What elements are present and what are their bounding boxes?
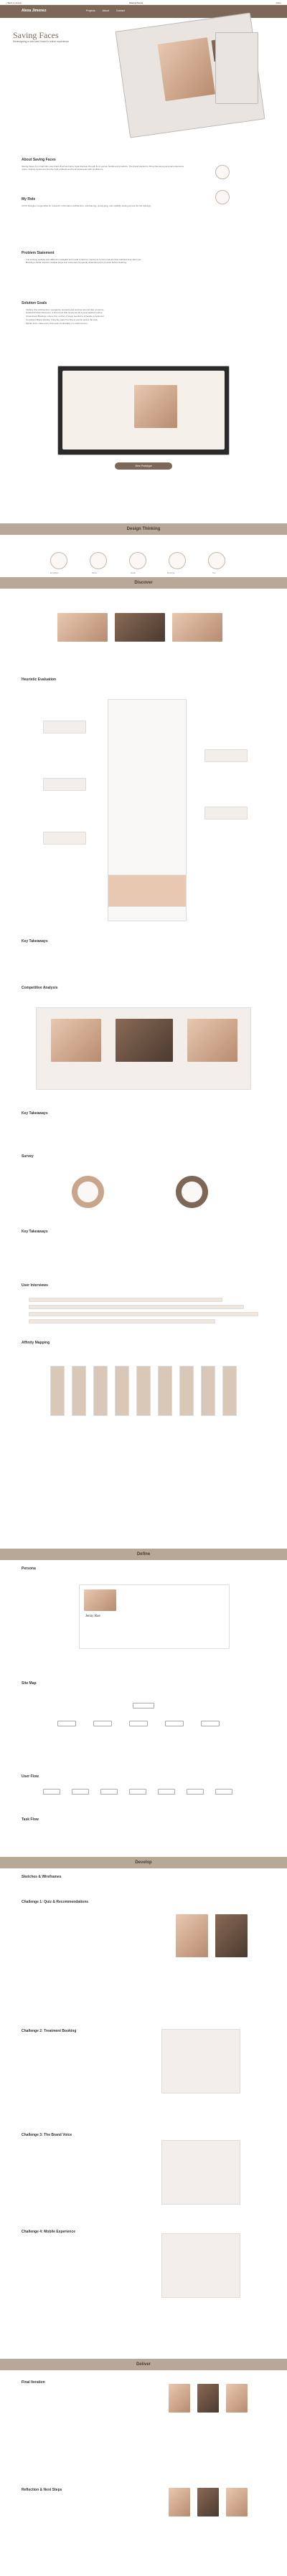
challenge-heading: Challenge 2: Treatment Booking	[22, 2029, 77, 2033]
persona-section	[22, 1567, 187, 1574]
role-heading: My Role	[22, 197, 36, 201]
competitor-photo	[187, 1019, 237, 1062]
solution-bullet: Mobile First: make every flow work comfortably on small screens.	[26, 321, 88, 325]
solution-bullet: Streamlined Booking: reduce the number of steps needed to schedule a treatment.	[26, 315, 105, 318]
solution-bullet: Guided Product Discovery: a short quiz that recommends a personalized routine.	[26, 311, 103, 315]
affinity-column	[222, 1366, 237, 1416]
role-icon	[215, 165, 230, 179]
taskflow-section	[22, 1817, 187, 1825]
challenge-3-mockup	[161, 2140, 240, 2205]
step-icon	[208, 552, 225, 569]
problem-heading: Problem Statement	[22, 251, 55, 255]
sitemap-node	[165, 1721, 184, 1726]
section-bar-discover	[0, 577, 287, 589]
flow-node	[187, 1789, 204, 1795]
nav-link-about[interactable]: About	[102, 9, 109, 12]
hero-mockup-photo	[158, 37, 215, 101]
affinity-column	[179, 1366, 194, 1416]
challenge-4	[22, 2230, 129, 2237]
challenge-heading: Challenge 3: The Brand Voice	[22, 2133, 72, 2137]
section-title: Develop	[135, 1860, 152, 1865]
takeaways-heading: Key Takeaways	[22, 939, 48, 944]
persona-name: Jenny Rae	[85, 1615, 100, 1618]
problem-bullet: Booking a facial required multiple steps and customers frequently abandoned the process before finishing.	[26, 261, 127, 265]
affinity-column	[136, 1366, 151, 1416]
section-bar-deliver	[0, 2359, 287, 2370]
affinity-column	[158, 1366, 172, 1416]
heuristic-note	[43, 721, 86, 733]
section-title: Discover	[134, 581, 153, 585]
sitemap-heading: Site Map	[22, 1681, 37, 1686]
role-text: UX/UI Designer responsible for research, information architecture, wireframing, prototyping, and usability testing across the full redesign.	[22, 204, 152, 207]
survey-donut	[72, 1176, 104, 1208]
survey-heading: Survey	[22, 1154, 34, 1159]
challenge-3	[22, 2133, 129, 2140]
nav-link-contact[interactable]: Contact	[116, 9, 125, 12]
solution-bullet: Intuitive Site Architecture: reorganize products and services around skin concerns.	[26, 308, 105, 311]
affinity-column	[115, 1366, 129, 1416]
flow-node	[158, 1789, 175, 1795]
flow-node	[215, 1789, 232, 1795]
key-takeaways-3	[22, 1230, 187, 1237]
challenge-heading: Challenge 4: Mobile Experience	[22, 2230, 76, 2234]
sitemap-node	[93, 1721, 112, 1726]
taskflow-heading: Task Flow	[22, 1817, 39, 1822]
laptop-screen-photo	[134, 385, 177, 428]
solution-heading: Solution Goals	[22, 301, 47, 305]
step-icon	[90, 552, 107, 569]
heuristic-highlight	[108, 875, 187, 907]
competitor-photo	[116, 1019, 173, 1062]
interview-photo	[115, 613, 165, 642]
laptop-mockup	[57, 366, 230, 455]
quote-row	[29, 1298, 222, 1302]
final-heading: Final Iteration	[22, 2380, 45, 2385]
section-title: Define	[136, 1552, 151, 1556]
step-icon	[129, 552, 146, 569]
competitor-board	[36, 1007, 251, 1090]
step-label: Define	[92, 572, 98, 574]
sitemap-node	[57, 1721, 76, 1726]
flow-node	[100, 1789, 118, 1795]
sketches-heading: Sketches & Wireframes	[22, 1875, 62, 1879]
interview-photo	[57, 613, 108, 642]
userflow-heading: User Flow	[22, 1774, 39, 1779]
final-iteration	[22, 2380, 129, 2387]
section-title: Deliver	[136, 2362, 151, 2367]
key-takeaways-1	[22, 939, 187, 946]
section-bar-design-thinking	[0, 523, 287, 535]
competitive-heading: Competitive Analysis	[22, 986, 58, 990]
heuristic-heading: Heuristic Evaluation	[22, 678, 57, 682]
affinity-column	[201, 1366, 215, 1416]
userflow-section	[22, 1774, 187, 1782]
hero-title: Saving Faces	[13, 30, 59, 40]
sitemap-section	[22, 1681, 187, 1688]
key-takeaways-2	[22, 1111, 187, 1118]
takeaways-heading: Key Takeaways	[22, 1230, 48, 1234]
step-icon	[169, 552, 186, 569]
nav-link-projects[interactable]: Projects	[86, 9, 95, 12]
about-heading: About Saving Faces	[22, 158, 56, 162]
section-bar-define	[0, 1549, 287, 1560]
step-label: Ideate	[131, 572, 136, 574]
affinity-column	[72, 1366, 86, 1416]
topbar-title: Saving Faces	[129, 1, 144, 4]
problem-bullet: The existing website was difficult to navigate and made it hard for customers to find products that matched their skin type.	[26, 257, 142, 261]
role-section	[22, 197, 187, 207]
problem-section	[22, 251, 251, 265]
laptop-screen	[62, 371, 225, 450]
survey-donut	[176, 1176, 208, 1208]
reflection	[22, 2488, 129, 2495]
view-prototype-button[interactable]: View Prototype	[115, 462, 172, 470]
challenge-1-mockup	[176, 1914, 208, 1957]
final-screen	[169, 2384, 190, 2413]
competitor-photo	[51, 1019, 101, 1062]
challenge-2	[22, 2029, 129, 2036]
brand-logo[interactable]: Alexa Jimenez	[22, 9, 47, 13]
affinity-heading: Affinity Mapping	[22, 1341, 50, 1345]
sitemap-node	[129, 1721, 148, 1726]
step-label: Test	[212, 572, 216, 574]
affinity-column	[50, 1366, 65, 1416]
competitive-section	[22, 986, 187, 993]
challenge-heading: Challenge 1: Quiz & Recommendations	[22, 1900, 89, 1904]
tools-icon	[215, 190, 230, 204]
hero-subtitle: Redesigning a skin care brand's online experience	[13, 40, 70, 43]
section-bar-develop	[0, 1857, 287, 1868]
quote-row	[29, 1312, 258, 1316]
final-screen	[226, 2384, 248, 2413]
challenge-1	[22, 1900, 129, 1907]
quote-row	[29, 1305, 244, 1309]
persona-photo	[84, 1589, 116, 1611]
heuristic-note	[43, 832, 86, 845]
reflection-screen	[197, 2488, 219, 2516]
step-label: Prototype	[167, 572, 175, 574]
solution-section	[22, 301, 251, 325]
step-icon	[50, 552, 67, 569]
sitemap-node	[133, 1703, 154, 1708]
interviews-heading: User Interviews	[22, 1283, 48, 1288]
interview-photo	[172, 613, 222, 642]
reflection-screen	[226, 2488, 248, 2516]
challenge-2-mockup	[161, 2029, 240, 2093]
challenge-1-mockup	[215, 1914, 248, 1957]
solution-bullet: Consistent Brand Identity: bring the warmth of the in-person spa to the web.	[26, 318, 98, 321]
final-screen	[197, 2384, 219, 2413]
reflection-screen	[169, 2488, 190, 2516]
flow-node	[43, 1789, 60, 1795]
survey-section	[22, 1154, 187, 1161]
step-label: Empathize	[50, 572, 59, 574]
persona-heading: Persona	[22, 1567, 36, 1571]
share-link[interactable]: share	[276, 1, 281, 4]
takeaways-heading: Key Takeaways	[22, 1111, 48, 1116]
persona-card	[79, 1584, 230, 1649]
quote-row	[29, 1319, 215, 1323]
nav-links	[86, 9, 125, 13]
hero-mockup-phone	[215, 32, 258, 104]
heuristic-section	[22, 678, 187, 685]
sketches-section	[22, 1875, 187, 1882]
heuristic-note	[204, 749, 248, 762]
heuristic-note	[43, 778, 86, 791]
heuristic-note	[204, 807, 248, 819]
interviews-section	[22, 1283, 187, 1291]
reflection-heading: Reflection & Next Steps	[22, 2488, 62, 2492]
flow-node	[129, 1789, 146, 1795]
about-text: Saving Faces is a small skin care brand that has built a loyal clientele through its in-person facials and products. The brand wanted to bring that same personal experience online, helping customers find the right products and book treatments with confidence.	[22, 164, 184, 171]
top-bar	[0, 0, 287, 5]
affinity-section	[22, 1341, 187, 1348]
affinity-column	[93, 1366, 108, 1416]
about-section	[22, 158, 187, 171]
sitemap-node	[201, 1721, 220, 1726]
back-link[interactable]: < Back to design	[6, 1, 22, 4]
section-title: Design Thinking	[126, 527, 161, 531]
challenge-4-mockup	[161, 2233, 240, 2298]
flow-node	[72, 1789, 89, 1795]
